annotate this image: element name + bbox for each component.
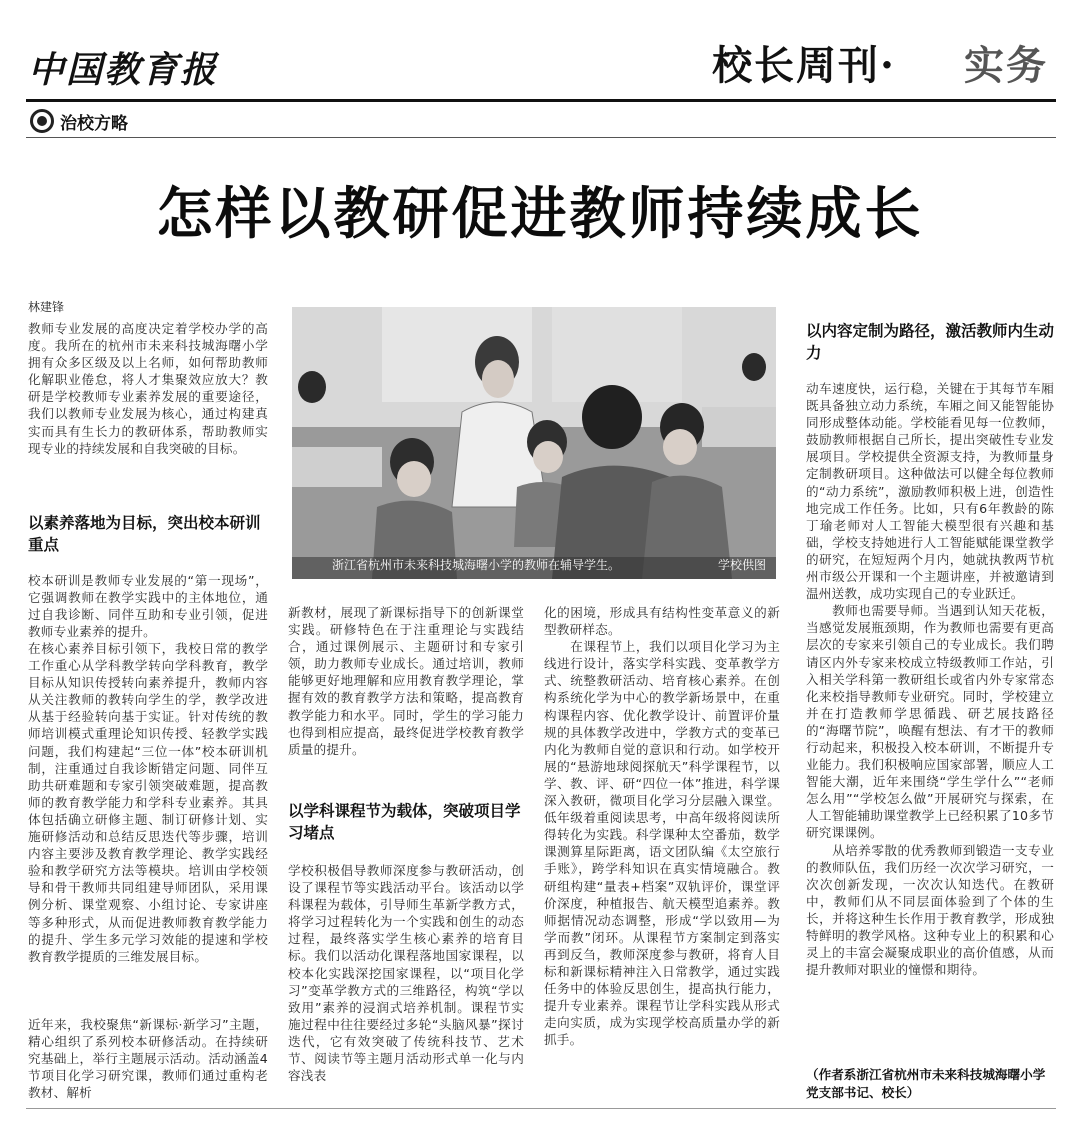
masthead [26,30,1056,100]
target-icon [30,109,54,133]
intro-paragraph: 教师专业发展的高度决定着学校办学的高度。我所在的杭州市未来科技城海曙小学拥有众多区级及以上名师，如何帮助教师化解职业倦怠，将人才集聚效应放大？教研是学校教师专业素养发展的重要途径，我们以教师专业发展为核心，通过构建真实而具有生长力的教研体系，帮助教师实现专业的持续发展和自我突破的目标。 [28,321,268,456]
column-2-bottom: 学校积极倡导教师深度参与教研活动，创设了课程节等实践活动平台。该活动以学科课程为载体，引导师生革新学教方式，将学习过程转化为一个实践和创生的动态过程，最终落实学生核心素养的培育目标。我们以活动化课程落地国家课程，以校本化实践深挖国家课程，以“项目化学习”变革学教方式的三维路径，构筑“学以致用”素养的浸润式培养机制。课程节实施过程中往往要经过多轮“头脑风暴”探讨迭代，它有效突破了传统科技节、艺术节、阅读节等主题月活动形式单一化与内容浅表 [288,863,524,1084]
page-bottom-rule [26,1108,1056,1109]
newspaper-logo: 中国教育报 [28,49,219,91]
article-headline: 怎样以教研促进教师持续成长 [156,182,924,247]
subheading-2: 以学科课程节为载体，突破项目学习堵点 [288,802,521,842]
masthead-rule [26,99,1056,102]
author-signature: （作者系浙江省杭州市未来科技城海曙小学党支部书记、校长） [806,1067,1046,1100]
edition-title: 校长周刊· [712,42,896,89]
section-tag [30,108,128,134]
column-2-top: 新教材，展现了新课标指导下的创新课堂实践。研修特色在于注重理论与实践结合，通过课例展示、主题研讨和专家引领，助力教师专业成长。通过培训，教师能够更好地理解和应用教育教学理论，掌握有效的教育教学方法和策略，提高教育教学能力和水平。同时，学生的学习能力也得到相应提高，最终促进学校教育教学质量的提升。 [288,605,524,757]
paragraph-2: 在核心素养目标引领下，我校日常的教学工作重心从学科教学转向学科教育，教学目标从知识传授转向素养提升，教师内容从关注教师的教转向学生的学，教学改进从基于经验转向基于实证。针对传统的教师培训模式重理论知识传授、轻教学实践问题，我们构建起“三位一体”校本研训机制，注重通过自我诊断错定问题、同伴互助共研难题和专家引领突破难题，提高教师的教育教学能力和学科专业素养。其具体包括确立研修主题、制订研修计划、实施研修活动和总结反思迭代等步骤，培训内容主要涉及教育教学理论、教学实践经验和教学研究方法等模块。培训由学校领导和骨干教师共同组建导师团队，采用课例分析、课堂观察、小组讨论、专家讲座等多种形式，从而促进教师教育教学能力的提升、学生多元学习效能的提速和学校教育教学提质的三维发展目标。 [28,641,268,964]
section-rule [26,137,1056,138]
edition-subtitle: 实务 [964,42,1048,89]
paragraph-3: 近年来，我校聚焦“新课标·新学习”主题，精心组织了系列校本研修活动。在持续研究基础上，举行主题展示活动。活动涵盖4节项目化学习研究课，教师们通过重构老教材、解析 [28,1017,268,1101]
subheading-1: 以素养落地为目标，突出校本研训重点 [28,514,261,554]
column-4: 动车速度快，运行稳，关键在于其每节车厢既具备独立动力系统，车厢之间又能智能协同形成整体动能。学校能看见每一位教师，鼓励教师根据自己所长，提出突破性专业发展项目。学校提供全资源支持，为教师量身定制教研项目。这种做法可以健全每位教师的“动力系统”，激励教师积极上进，创造性地完成工作任务。比如，只有6年教龄的陈丁瑜老师对人工智能大模型很有兴趣和基础，学校支持她进行人工智能赋能课堂教学的研究，在短短两个月内，她就执教两节杭州市级公开课和一个主题讲座，并被邀请到温州送教，成功实现自己的专业跃迁。 教师也需要导师。当遇到认知天花板，当感觉发展瓶颈期，作为教师也需要有更高层次的专家来引领自己的专业成长。我们聘请区内外专家来校成立特级教师工作站，引入相关学科第一教研组长或省内外专家常态化来校指导教师专业研究。同时，学校建立并在打造教师学思循践、研艺展技路径的“海曙节院”，唤醒有想法、有才干的教师行动起来，积极投入校本研训，不断提升专业能力。我们积极响应国家部署，顺应人工智能大潮，近年来围绕“学生学什么”“老师怎么用”“学校怎么做”开展研究与探索，在人工智能辅助课堂教学上已经积累了10多节研究课课例。 从培养零散的优秀教师到锻造一支专业的教师队伍，我们历经一次次学习研究，一次次创新发现，一次次认知迭代。在教研中，教师们从不同层面体验到了个体的生长，并将这种生长作用于教育教学，形成独特鲜明的教学风格。这种专业上的积累和心灵上的丰富会凝聚成职业的高价值感，从而提升教师对职业的憧憬和期待。 [806,381,1054,978]
section-label: 治校方略 [60,113,128,134]
subheading-3: 以内容定制为路径，激活教师内生动力 [806,322,1055,362]
byline: 林建锋 [28,300,65,314]
photo-credit: 学校供图 [717,558,766,572]
paragraph-1: 校本研训是教师专业发展的“第一现场”，它强调教师在教学实践中的主体地位，通过自我诊断、同伴互助和专业引领，促进教师专业素养的提升。 [28,573,268,640]
article-photo [292,307,776,579]
photo-caption: 浙江省杭州市未来科技城海曙小学的教师在辅导学生。 [332,558,621,572]
photo-illustration [292,307,776,579]
column-3: 化的困境，形成具有结构性变革意义的新型教研样态。 在课程节上，我们以项目化学习为主线进行设计，落实学科实践、变革教学方式、统整教研活动、培育核心素养。在创构系统化学为中心的教学新场景中，在重构课程内容、优化教学设计、前置评价量规的具体教学改进中，学教方式的变革已内化为教师自觉的意识和行动。如学校开展的“悬游地球阅探航天”科学课程节，以学、教、评、研“四位一体”推进，科学课深入教研，微项目化学习分层融入课堂。低年级着重阅读思考，中高年级将阅读所得转化为实践。科学课种太空番茄，数学课测算星际距离，语文团队编《太空旅行手账》，跨学科知识在真实情境融合。教研组构建“量表+档案”双轨评价，课堂评价深度，种植报告、航天模型追素养。教师据情况动态调整，形成“学以致用—为学而教”闭环。从课程节方案制定到落实再到反刍，教师深度参与教研，将育人目标和新课标精神注入日常教学，通过实践任务中的体验反思创生，提高执行能力，提升专业素养。课程节让学科实践从形式走向实质，成为实现学校高质量办学的新抓手。 [544,605,780,1048]
